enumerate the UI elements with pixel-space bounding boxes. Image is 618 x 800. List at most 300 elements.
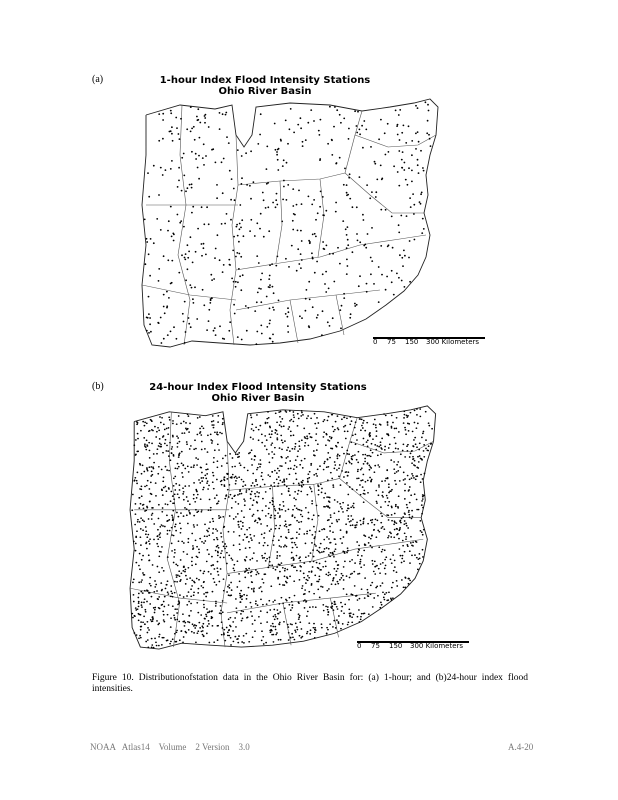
station-dot [224, 476, 226, 478]
station-dot [337, 564, 339, 566]
station-dot [329, 530, 331, 532]
station-dot [183, 321, 185, 323]
station-dot [329, 555, 331, 557]
station-dot [348, 453, 350, 455]
station-dot [196, 116, 198, 118]
station-dot [183, 596, 185, 598]
station-dot [176, 612, 178, 614]
station-dot [180, 423, 182, 425]
station-dot [200, 467, 202, 469]
station-dot [407, 527, 409, 529]
station-dot [385, 592, 387, 594]
station-dot [251, 581, 253, 583]
station-dot [312, 234, 314, 236]
station-dot [309, 242, 311, 244]
station-dot [206, 615, 208, 617]
figure-a-title [145, 75, 385, 97]
station-dot [380, 209, 382, 211]
station-dot [168, 455, 170, 457]
station-dot [258, 429, 260, 431]
station-dot [244, 571, 246, 573]
station-dot [380, 454, 382, 456]
station-dot [354, 525, 356, 527]
station-dot [303, 577, 305, 579]
station-dot [197, 228, 199, 230]
station-dot [198, 579, 200, 581]
station-dot [322, 273, 324, 275]
station-dot [187, 187, 189, 189]
station-dot [361, 419, 363, 421]
station-map-a [140, 95, 450, 350]
station-dot [170, 112, 172, 114]
station-dot [388, 151, 390, 153]
station-dot [235, 501, 237, 503]
station-dot [287, 428, 289, 430]
station-dot [135, 536, 137, 538]
station-dot [250, 572, 252, 574]
station-dot [147, 480, 149, 482]
station-dot [218, 515, 220, 517]
station-dot [417, 569, 419, 571]
station-dot [148, 296, 150, 298]
station-dot [237, 513, 239, 515]
station-dot [173, 562, 175, 564]
station-dot [341, 305, 343, 307]
station-dot [182, 487, 184, 489]
station-dot [193, 126, 195, 128]
station-dot [326, 632, 328, 634]
station-dot [217, 639, 219, 641]
station-dot [275, 629, 277, 631]
station-dot [223, 478, 225, 480]
station-dot [359, 241, 361, 243]
station-dot [136, 483, 138, 485]
station-dot [341, 573, 343, 575]
station-dot [241, 598, 243, 600]
station-dot [279, 611, 281, 613]
station-dot [185, 253, 187, 255]
station-dot [175, 641, 177, 643]
station-dot [423, 450, 425, 452]
station-dot [232, 474, 234, 476]
station-dot [352, 488, 354, 490]
station-dot [245, 606, 247, 608]
station-dot [208, 309, 210, 311]
station-dot [191, 585, 193, 587]
station-dot [327, 506, 329, 508]
station-dot [284, 440, 286, 442]
station-dot [155, 584, 157, 586]
station-dot [413, 464, 415, 466]
station-dot [419, 416, 421, 418]
station-dot [306, 289, 308, 291]
station-dot [268, 417, 270, 419]
station-dot [220, 610, 222, 612]
station-dot [147, 534, 149, 536]
station-dot [132, 617, 134, 619]
station-dot [411, 181, 413, 183]
station-dot [375, 490, 377, 492]
station-dot [193, 482, 195, 484]
station-dot [279, 447, 281, 449]
station-dot [153, 242, 155, 244]
station-dot [234, 466, 236, 468]
station-dot [153, 607, 155, 609]
station-dot [375, 196, 377, 198]
station-dot [380, 165, 382, 167]
station-dot [349, 561, 351, 563]
scale-tick-150: 150 [389, 642, 403, 650]
station-dot [242, 539, 244, 541]
station-dot [281, 465, 283, 467]
station-dot [281, 439, 283, 441]
station-dot [170, 641, 172, 643]
station-dot [430, 145, 432, 147]
station-dot [201, 425, 203, 427]
station-dot [268, 600, 270, 602]
station-dot [260, 213, 262, 215]
station-dot [313, 450, 315, 452]
station-dot [199, 416, 201, 418]
station-dot [145, 449, 147, 451]
station-dot [177, 565, 179, 567]
station-dot [193, 464, 195, 466]
station-dot [174, 526, 176, 528]
station-dot [250, 417, 252, 419]
station-dot [357, 469, 359, 471]
station-dot [230, 644, 232, 646]
station-dot [285, 258, 287, 260]
station-dot [371, 479, 373, 481]
station-dot [198, 552, 200, 554]
station-dot [380, 563, 382, 565]
station-dot [223, 264, 225, 266]
station-dot [167, 639, 169, 641]
station-dot [288, 488, 290, 490]
station-dot [278, 470, 280, 472]
station-dot [348, 621, 350, 623]
station-dot [236, 252, 238, 254]
station-dot [172, 140, 174, 142]
station-dot [384, 549, 386, 551]
station-dot [183, 226, 185, 228]
station-dot [327, 466, 329, 468]
station-dot [285, 457, 287, 459]
station-dot [219, 612, 221, 614]
station-dot [257, 143, 259, 145]
station-dot [274, 447, 276, 449]
station-dot [420, 481, 422, 483]
station-dot [333, 126, 335, 128]
station-dot [253, 514, 255, 516]
station-dot [396, 522, 398, 524]
station-dot [146, 468, 148, 470]
station-dot [161, 489, 163, 491]
station-dot [411, 473, 413, 475]
station-dot [159, 634, 161, 636]
state-boundary [236, 235, 426, 270]
station-dot [151, 470, 153, 472]
station-dot [374, 560, 376, 562]
station-dot [370, 585, 372, 587]
station-dot [251, 539, 253, 541]
station-dot [184, 622, 186, 624]
station-dot [217, 571, 219, 573]
station-dot [356, 132, 358, 134]
station-dot [419, 553, 421, 555]
station-dot [337, 454, 339, 456]
station-dot [197, 612, 199, 614]
station-dot [369, 477, 371, 479]
station-dot [261, 591, 263, 593]
station-dot [357, 240, 359, 242]
station-dot [349, 416, 351, 418]
station-dot [304, 589, 306, 591]
station-dot [343, 612, 345, 614]
station-dot [251, 464, 253, 466]
station-dot [162, 138, 164, 140]
station-dot [260, 599, 262, 601]
station-dot [292, 509, 294, 511]
station-dot [137, 472, 139, 474]
station-dot [222, 271, 224, 273]
station-dot [178, 601, 180, 603]
station-dot [197, 494, 199, 496]
station-dot [212, 520, 214, 522]
station-dot [325, 565, 327, 567]
station-dot [297, 425, 299, 427]
station-dot [253, 181, 255, 183]
station-dot [340, 538, 342, 540]
station-dot [223, 629, 225, 631]
station-dot [360, 480, 362, 482]
station-dot [206, 608, 208, 610]
station-dot [417, 456, 419, 458]
station-dot [250, 198, 252, 200]
station-dot [219, 259, 221, 261]
station-dot [287, 456, 289, 458]
station-dot [299, 565, 301, 567]
station-dot [413, 204, 415, 206]
station-dot [226, 478, 228, 480]
station-dot [294, 505, 296, 507]
station-dot [230, 219, 232, 221]
station-dot [330, 514, 332, 516]
station-dot [242, 611, 244, 613]
station-dot [159, 536, 161, 538]
station-dot [135, 513, 137, 515]
station-dot [209, 521, 211, 523]
station-dot [409, 479, 411, 481]
station-dot [203, 243, 205, 245]
station-dot [327, 452, 329, 454]
station-dot [174, 633, 176, 635]
station-dot [352, 519, 354, 521]
station-dot [296, 520, 298, 522]
station-dot [167, 504, 169, 506]
station-dot [259, 466, 261, 468]
station-dot [185, 190, 187, 192]
station-dot [301, 439, 303, 441]
station-dot [354, 454, 356, 456]
station-dot [292, 229, 294, 231]
station-dot [382, 491, 384, 493]
station-dot [183, 491, 185, 493]
station-dot [307, 415, 309, 417]
station-dot [362, 427, 364, 429]
station-dot [135, 543, 137, 545]
station-dot [280, 639, 282, 641]
station-dot [378, 266, 380, 268]
station-dot [328, 572, 330, 574]
station-dot [311, 252, 313, 254]
station-dot [337, 247, 339, 249]
station-dot [323, 497, 325, 499]
station-dot [147, 627, 149, 629]
station-dot [359, 520, 361, 522]
station-dot [215, 334, 217, 336]
station-dot [232, 621, 234, 623]
station-dot [258, 542, 260, 544]
station-dot [136, 634, 138, 636]
station-dot [328, 496, 330, 498]
station-dot [196, 497, 198, 499]
station-dot [152, 513, 154, 515]
station-dot [314, 637, 316, 639]
station-dot [354, 427, 356, 429]
station-dot [167, 591, 169, 593]
station-dot [412, 193, 414, 195]
station-dot [385, 415, 387, 417]
station-dot [274, 614, 276, 616]
station-dot [338, 475, 340, 477]
station-dot [377, 464, 379, 466]
station-dot [302, 480, 304, 482]
station-dot [340, 529, 342, 531]
station-dot [271, 263, 273, 265]
station-dot [333, 468, 335, 470]
station-dot [401, 167, 403, 169]
station-dot [149, 317, 151, 319]
station-dot [202, 623, 204, 625]
station-dot [312, 566, 314, 568]
station-dot [306, 435, 308, 437]
station-dot [420, 530, 422, 532]
station-dot [235, 286, 237, 288]
station-dot [327, 143, 329, 145]
station-dot [306, 530, 308, 532]
state-boundary [336, 295, 344, 335]
station-dot [246, 598, 248, 600]
station-dot [359, 176, 361, 178]
station-dot [143, 615, 145, 617]
station-dot [396, 571, 398, 573]
station-dot [287, 447, 289, 449]
station-dot [399, 480, 401, 482]
station-dot [313, 561, 315, 563]
station-dot [194, 439, 196, 441]
station-dot [180, 220, 182, 222]
station-dot [348, 138, 350, 140]
station-dot [175, 467, 177, 469]
station-dot [343, 118, 345, 120]
station-dot [151, 596, 153, 598]
station-dot [146, 422, 148, 424]
station-dot [227, 631, 229, 633]
station-dot [222, 458, 224, 460]
station-dot [371, 519, 373, 521]
station-dot [348, 128, 350, 130]
station-dot [404, 551, 406, 553]
station-dot [272, 626, 274, 628]
station-dot [256, 469, 258, 471]
station-dot [181, 472, 183, 474]
station-dot [139, 521, 141, 523]
station-dot [280, 546, 282, 548]
station-dot [172, 510, 174, 512]
station-dot [312, 606, 314, 608]
station-dot [262, 192, 264, 194]
station-dot [221, 223, 223, 225]
station-dot [245, 568, 247, 570]
station-dot [327, 606, 329, 608]
station-dot [247, 470, 249, 472]
station-dot [243, 498, 245, 500]
station-dot [290, 435, 292, 437]
station-dot [269, 264, 271, 266]
station-dot [207, 549, 209, 551]
station-dot [271, 433, 273, 435]
station-dot [391, 216, 393, 218]
station-dot [192, 206, 194, 208]
station-dot [142, 592, 144, 594]
station-dot [273, 609, 275, 611]
station-dot [231, 507, 233, 509]
station-dot [337, 581, 339, 583]
station-dot [420, 458, 422, 460]
station-dot [341, 418, 343, 420]
station-dot [202, 627, 204, 629]
station-dot [239, 493, 241, 495]
station-dot [423, 228, 425, 230]
station-dot [183, 551, 185, 553]
station-dot [319, 134, 321, 136]
station-dot [346, 192, 348, 194]
station-dot [348, 515, 350, 517]
station-dot [193, 494, 195, 496]
station-dot [368, 613, 370, 615]
station-dot [243, 481, 245, 483]
station-dot [340, 484, 342, 486]
station-dot [319, 530, 321, 532]
station-dot [257, 510, 259, 512]
station-dot [294, 639, 296, 641]
station-dot [198, 155, 200, 157]
station-dot [170, 206, 172, 208]
station-dot [226, 563, 228, 565]
station-dot [410, 536, 412, 538]
station-dot [403, 479, 405, 481]
station-dot [310, 629, 312, 631]
station-dot [295, 443, 297, 445]
station-dot [292, 604, 294, 606]
station-dot [281, 418, 283, 420]
station-dot [258, 573, 260, 575]
station-dot [275, 206, 277, 208]
station-dot [308, 518, 310, 520]
station-dot [308, 571, 310, 573]
station-dot [269, 557, 271, 559]
